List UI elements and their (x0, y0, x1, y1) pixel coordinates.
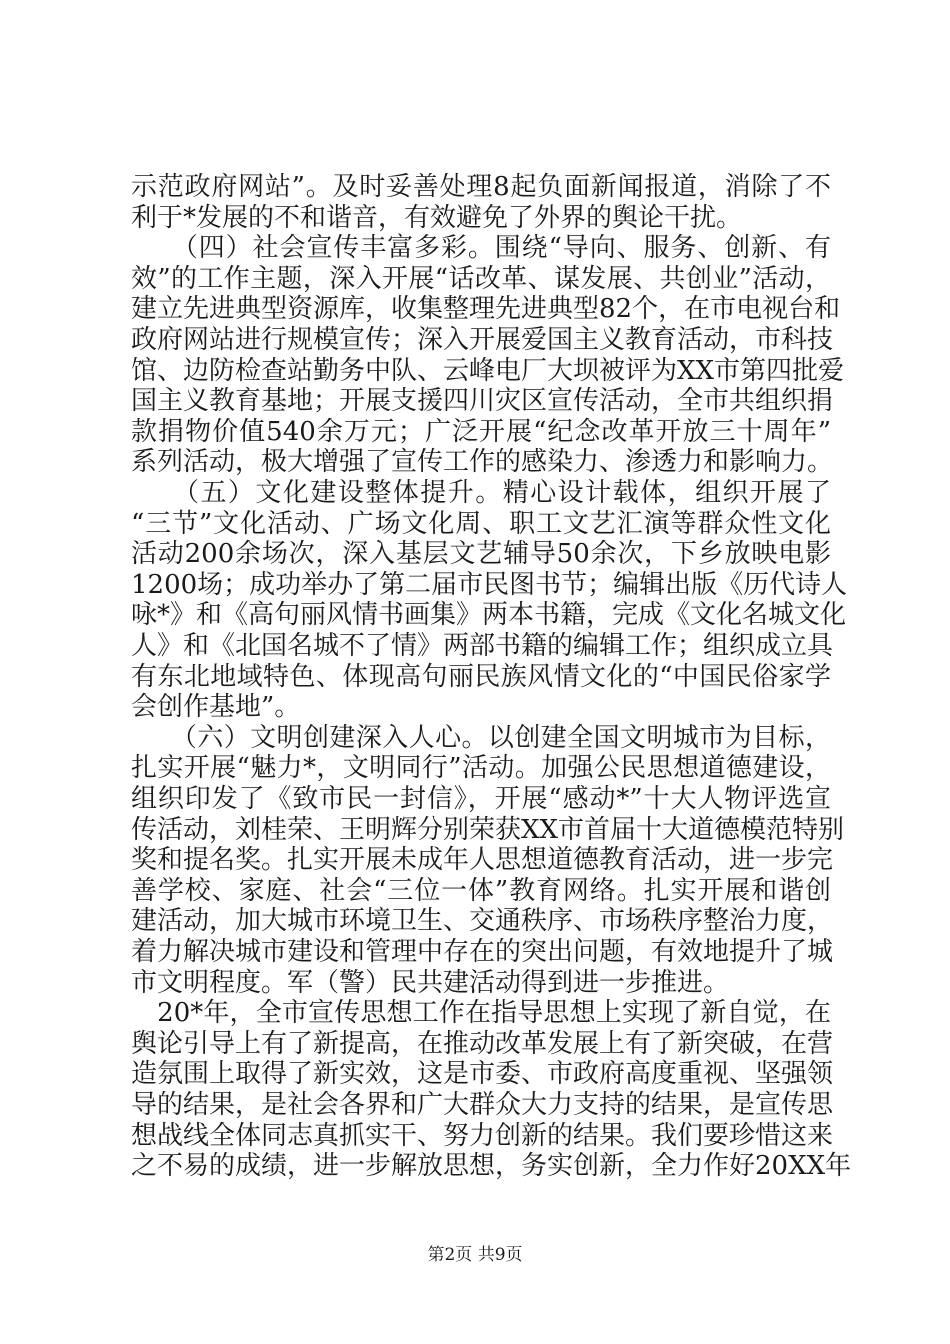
text-line: 组织印发了《致市民一封信》，开展“感动*”十大人物评选宣 (131, 784, 831, 814)
text-line: “三节”文化活动、广场文化周、职工文艺汇演等群众性文化 (131, 508, 831, 539)
text-line: 馆、边防检查站勤务中队、云峰电厂大坝被评为XX市第四批爱 (131, 355, 845, 386)
text-line: 之不易的成绩，进一步解放思想，务实创新，全力作好20XX年 (131, 1151, 852, 1182)
text-line: 咏*》和《高句丽风情书画集》两本书籍，完成《文化名城文化 (131, 600, 847, 631)
text-line: 奖和提名奖。扎实开展未成年人思想道德教育活动，进一步完 (131, 845, 834, 876)
text-line: （六）文明创建深入人心。以创建全国文明城市为目标， (131, 722, 831, 753)
text-line: 扎实开展“魅力*，文明同行”活动。加强公民思想道德建设， (131, 753, 831, 784)
text-line: 国主义教育基地；开展支援四川灾区宣传活动，全市共组织捐 (131, 386, 834, 417)
text-line: 款捐物价值540余万元；广泛开展“纪念改革开放三十周年” (131, 416, 831, 447)
text-line: 导的结果，是社会各界和广大群众大力支持的结果，是宣传思 (131, 1090, 834, 1120)
text-line: 1200场；成功举办了第二届市民图书节；编辑出版《历代诗人 (131, 569, 848, 600)
text-line: 效”的工作主题，深入开展“话改革、谋发展、共创业”活动， (131, 263, 831, 294)
text-line: 建活动，加大城市环境卫生、交通秩序、市场秩序整治力度， (131, 906, 834, 937)
text-line: 示范政府网站”。及时妥善处理8起负面新闻报道，消除了不 (131, 172, 831, 202)
text-line: （五）文化建设整体提升。精心设计载体，组织开展了 (131, 478, 831, 508)
text-line: （四）社会宣传丰富多彩。围绕“导向、服务、创新、有 (131, 233, 831, 264)
text-line: 建立先进典型资源库，收集整理先进典型82个，在市电视台和 (131, 294, 841, 325)
text-line: 造氛围上取得了新实效，这是市委、市政府高度重视、坚强领 (131, 1059, 834, 1090)
text-line: 想战线全体同志真抓实干、努力创新的结果。我们要珍惜这来 (131, 1120, 834, 1151)
text-line: 20*年，全市宣传思想工作在指导思想上实现了新自觉，在 (131, 998, 831, 1029)
text-line: 着力解决城市建设和管理中存在的突出问题，有效地提升了城 (131, 937, 834, 967)
text-line: 利于*发展的不和谐音，有效避免了外界的舆论干扰。 (131, 202, 743, 233)
text-line: 市文明程度。军（警）民共建活动得到进一步推进。 (131, 967, 730, 998)
text-line: 舆论引导上有了新提高，在推动改革发展上有了新突破，在营 (131, 1028, 834, 1059)
text-line: 人》和《北国名城不了情》两部书籍的编辑工作；组织成立具 (131, 631, 834, 661)
text-line: 善学校、家庭、社会“三位一体”教育网络。扎实开展和谐创 (131, 875, 831, 906)
text-line: 有东北地域特色、体现高句丽民族风情文化的“中国民俗家学 (131, 661, 831, 692)
page-footer: 第2页 共9页 (427, 1245, 523, 1265)
text-line: 传活动，刘桂荣、王明辉分别荣获XX市首届十大道德模范特别 (131, 814, 845, 845)
text-line: 系列活动，极大增强了宣传工作的感染力、渗透力和影响力。 (131, 447, 834, 478)
text-line: 会创作基地”。 (131, 692, 301, 723)
text-line: 政府网站进行规模宣传；深入开展爱国主义教育活动，市科技 (131, 325, 834, 355)
text-line: 活动200余场次，深入基层文艺辅导50余次，下乡放映电影 (131, 539, 831, 570)
